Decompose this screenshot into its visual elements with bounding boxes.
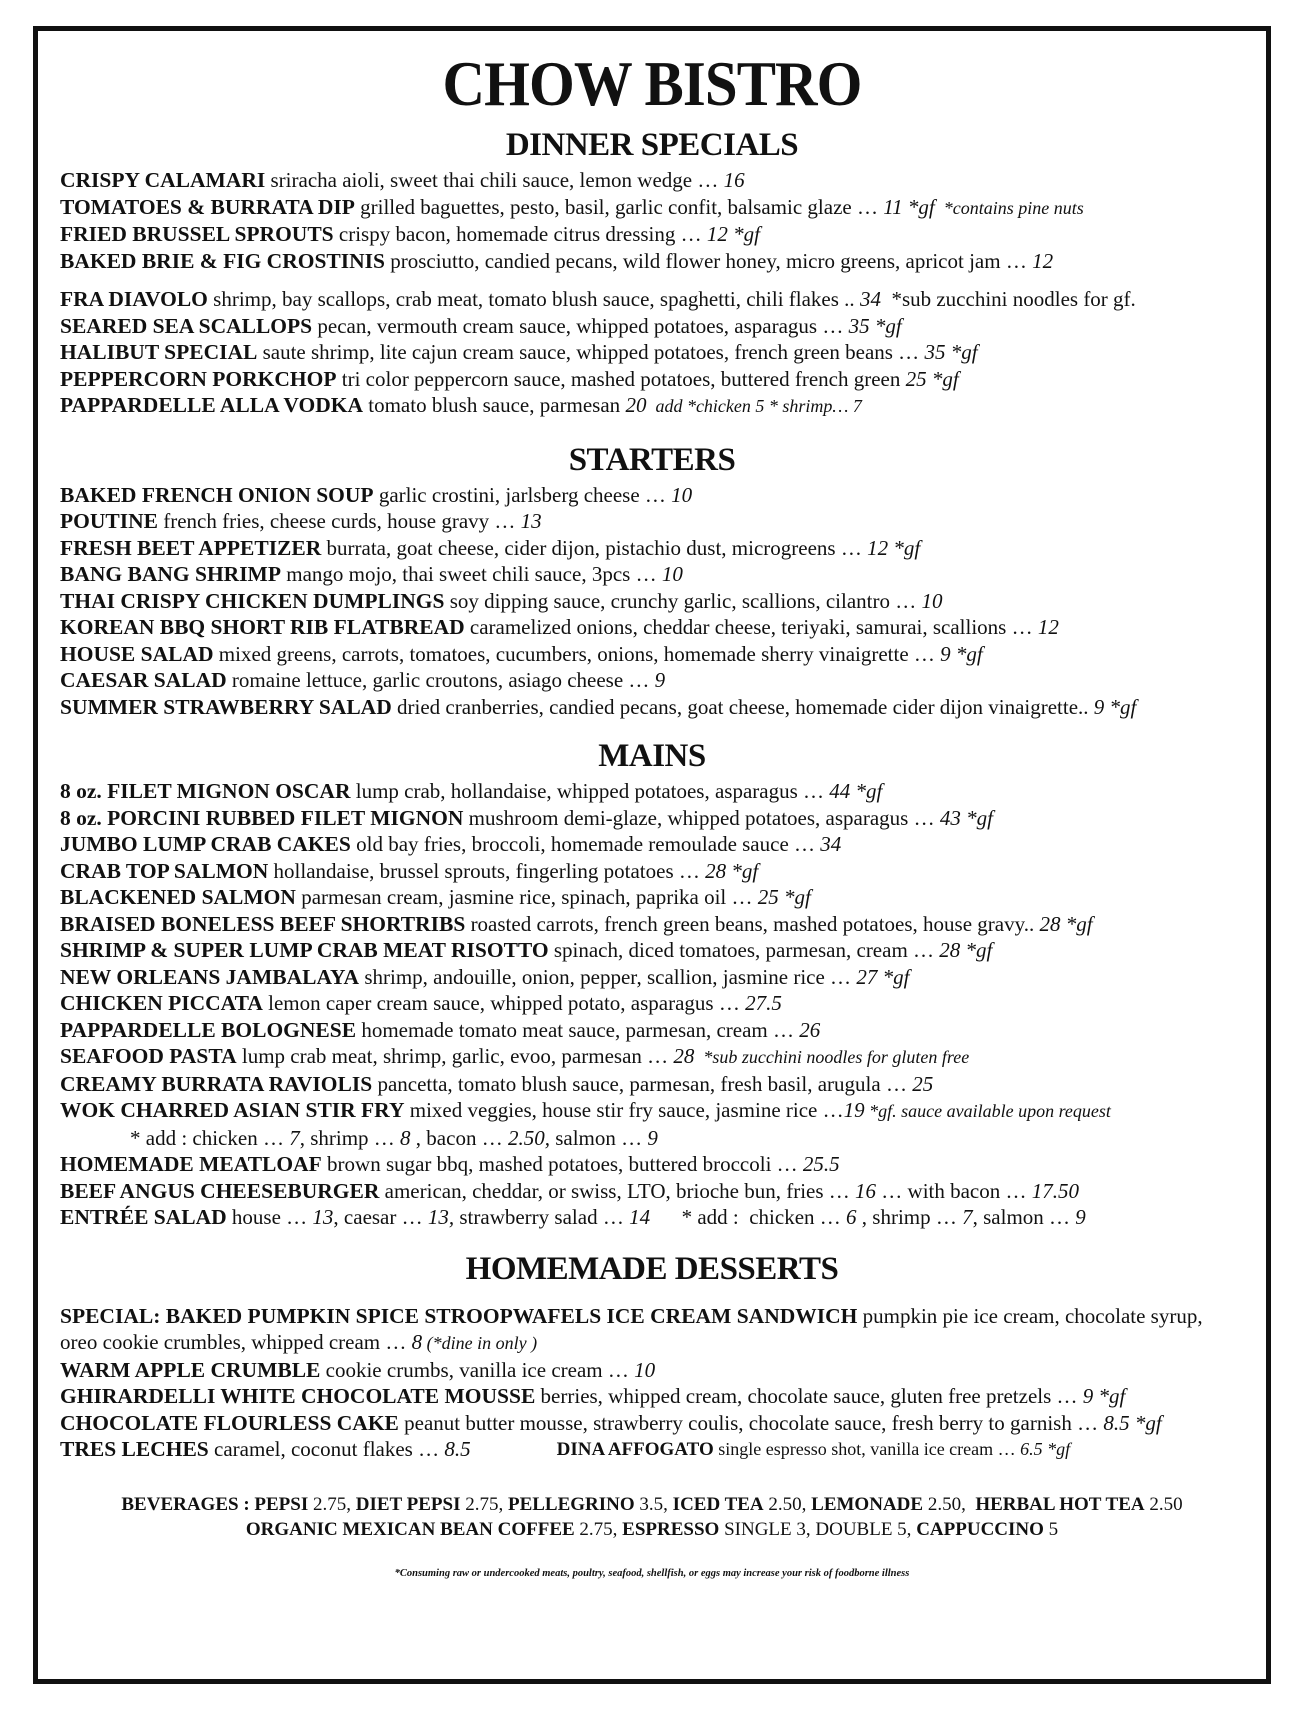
menu-item (60, 805, 1244, 832)
item-price: 12 *gf (706, 222, 760, 246)
menu-item (60, 614, 1244, 641)
item-name: THAI CRISPY CHICKEN DUMPLINGS (60, 588, 445, 613)
beverages-line-2 (60, 1517, 1244, 1542)
menu-item (60, 990, 1244, 1017)
item-name: PAPPARDELLE ALLA VODKA (60, 393, 363, 417)
menu-item (60, 588, 1244, 615)
item-name: KOREAN BBQ SHORT RIB FLATBREAD (60, 615, 465, 639)
item-name: CREAMY BURRATA RAVIOLIS (60, 1071, 373, 1096)
desserts-list (60, 1357, 1244, 1437)
item-desc: french fries, cheese curds, house gravy … (157, 509, 521, 533)
beverage-name: CAPPUCCINO (916, 1518, 1044, 1540)
beverage-name: LEMONADE (811, 1493, 924, 1515)
item-name: HALIBUT SPECIAL (60, 340, 258, 364)
beverage-price: 2.75, (308, 1493, 356, 1515)
item-price: 8.5 *gf (1103, 1410, 1162, 1435)
item-name: CAESAR SALAD (60, 668, 227, 692)
item-name: FRESH BEET APPETIZER (60, 535, 322, 560)
mains-list (60, 778, 1244, 1125)
item-price: 20 (625, 393, 647, 417)
item-price: 12 (1032, 248, 1054, 273)
item-desc: garlic crostini, jarlsberg cheese … (373, 482, 672, 507)
item-name: WOK CHARRED ASIAN STIR FRY (60, 1098, 405, 1122)
menu-item (60, 1017, 1244, 1044)
item-price: 10 (634, 1357, 656, 1382)
menu-item (60, 937, 1244, 964)
item-name: CHICKEN PICCATA (60, 991, 263, 1015)
dessert-special: SPECIAL: BAKED PUMPKIN SPICE STROOPWAFELS ICE CREAM SANDWICH pumpkin pie ice cream, chocolate syrup, oreo cookie crumbles, whipped cream … 8 (*dine in only ) (60, 1303, 1203, 1354)
item-desc: shrimp, bay scallops, crab meat, tomato blush sauce, spaghetti, chili flakes .. (207, 287, 860, 311)
menu-item (60, 858, 1244, 885)
item-name: BAKED BRIE & FIG CROSTINIS (60, 248, 385, 273)
menu-item (60, 1097, 1244, 1125)
item-desc: sriracha aioli, sweet thai chili sauce, lemon wedge … (265, 168, 724, 192)
item-desc: spinach, diced tomatoes, parmesan, cream … (548, 938, 940, 962)
affogato: DINA AFFOGATO single espresso shot, vanilla ice cream … 6.5 *gf (556, 1439, 1071, 1460)
restaurant-title: CHOW BISTRO (442, 48, 862, 119)
item-desc: tomato blush sauce, parmesan (363, 393, 626, 417)
item-desc: parmesan cream, jasmine rice, spinach, paprika oil … (295, 885, 758, 909)
beverage-price: 2.50, (923, 1493, 976, 1515)
menu-item: BEEF ANGUS CHEESEBURGER american, cheddar, or swiss, LTO, brioche bun, fries … 16 … with bacon … 17.50 (60, 1178, 1080, 1203)
item-price: 12 (1037, 615, 1059, 639)
menu-item (60, 964, 1244, 991)
item-name: TOMATOES & BURRATA DIP (60, 194, 355, 219)
menu-item (60, 313, 1244, 340)
item-desc: grilled baguettes, pesto, basil, garlic confit, balsamic glaze … (354, 194, 884, 219)
item-price: 27 *gf (856, 964, 910, 989)
menu-item (60, 667, 1244, 694)
beverage-price: 2.50, (763, 1493, 812, 1515)
item-desc: romaine lettuce, garlic croutons, asiago cheese … (226, 668, 655, 692)
item-name: SHRIMP & SUPER LUMP CRAB MEAT RISOTTO (60, 938, 549, 962)
item-price: 25 *gf (757, 885, 811, 909)
item-name: GHIRARDELLI WHITE CHOCOLATE MOUSSE (60, 1384, 536, 1408)
item-price: 19 (843, 1098, 865, 1122)
entree-salad: ENTRÉE SALAD house … 13, caesar … 13, strawberry salad … 14 * add : chicken … 6 , shrimp … 7, salmon … 9 (60, 1205, 1086, 1229)
item-desc: pecan, vermouth cream sauce, whipped potatoes, asparagus … (312, 313, 849, 338)
item-name: CRISPY CALAMARI (60, 168, 266, 192)
item-tail: *sub zucchini noodles for gf. (880, 287, 1136, 311)
item-price: 35 *gf (924, 340, 978, 364)
item-name: 8 oz. FILET MIGNON OSCAR (60, 779, 351, 803)
item-price: 28 *gf (1039, 911, 1093, 936)
item-price: 16 (723, 168, 745, 192)
beverage-price: 5 (1043, 1518, 1059, 1540)
item-price: 10 (661, 562, 683, 586)
section-desserts: HOMEMADE DESSERTS (465, 1250, 839, 1287)
item-name: HOUSE SALAD (60, 641, 214, 666)
item-desc: berries, whipped cream, chocolate sauce, gluten free pretzels … (535, 1384, 1083, 1408)
stir-fry-addons: * add : chicken … 7, shrimp … 8 , bacon … 2.50, salmon … 9 (130, 1125, 658, 1150)
menu-item (60, 286, 1244, 313)
menu-item (60, 778, 1244, 805)
item-price: 35 *gf (848, 313, 902, 338)
item-price: 27.5 (745, 991, 782, 1015)
menu-item (60, 694, 1244, 721)
menu-item (60, 1071, 1244, 1098)
item-desc: tri color peppercorn sauce, mashed potatoes, buttered french green (336, 366, 906, 391)
item-price: 28 (673, 1044, 695, 1068)
menu-item (60, 884, 1244, 911)
menu-item (60, 194, 1244, 222)
item-note: *sub zucchini noodles for gluten free (694, 1047, 970, 1067)
menu-item (60, 1383, 1244, 1410)
menu-item (60, 167, 1244, 194)
item-desc: mixed veggies, house stir fry sauce, jasmine rice … (404, 1098, 844, 1122)
item-name: FRIED BRUSSEL SPROUTS (60, 222, 334, 246)
item-note: *contains pine nuts (934, 197, 1084, 218)
item-name: BAKED FRENCH ONION SOUP (60, 482, 374, 507)
item-desc: cookie crumbs, vanilla ice cream … (320, 1357, 635, 1382)
beverage-price: 2.75, (460, 1493, 508, 1515)
item-desc: caramelized onions, cheddar cheese, teriyaki, samurai, scallions … (464, 615, 1038, 639)
item-price: 12 *gf (867, 535, 921, 560)
item-name: BRAISED BONELESS BEEF SHORTRIBS (60, 911, 466, 936)
item-note: *gf. sauce available upon request (864, 1101, 1111, 1121)
item-price: 9 *gf (1082, 1384, 1126, 1408)
item-name: BLACKENED SALMON (60, 885, 296, 909)
section-mains: MAINS (598, 738, 706, 774)
menu-frame (33, 26, 1271, 1684)
item-name: SEAFOOD PASTA (60, 1044, 237, 1068)
disclaimer: *Consuming raw or undercooked meats, poultry, seafood, shellfish, or eggs may increase your risk of foodborne illness (394, 1567, 910, 1579)
item-name: PEPPERCORN PORKCHOP (60, 366, 337, 391)
menu-item (60, 831, 1244, 858)
item-desc: pancetta, tomato blush sauce, parmesan, fresh basil, arugula … (372, 1071, 913, 1096)
menu-item (60, 1043, 1244, 1071)
item-desc: soy dipping sauce, crunchy garlic, scallions, cilantro … (444, 588, 922, 613)
beverage-name: PELLEGRINO (507, 1493, 635, 1515)
beverage-name: ORGANIC MEXICAN BEAN COFFEE (245, 1518, 575, 1540)
tres-leches: TRES LECHES caramel, coconut flakes … 8.5 (60, 1437, 471, 1461)
item-desc: old bay fries, broccoli, homemade remoulade sauce … (350, 832, 821, 856)
item-price: 9 *gf (940, 641, 983, 666)
item-name: SEARED SEA SCALLOPS (60, 313, 313, 338)
dessert-row (60, 1436, 1244, 1464)
item-name: 8 oz. PORCINI RUBBED FILET MIGNON (60, 805, 464, 830)
menu-item (60, 1410, 1244, 1437)
item-desc: mushroom demi-glaze, whipped potatoes, asparagus … (463, 805, 940, 830)
menu-item (60, 535, 1244, 562)
item-name: FRA DIAVOLO (60, 287, 208, 311)
item-price: 34 (820, 832, 842, 856)
item-name: POUTINE (60, 509, 158, 533)
item-desc: homemade tomato meat sauce, parmesan, cream … (356, 1017, 800, 1042)
section-starters: STARTERS (568, 441, 736, 478)
menu-item (60, 248, 1244, 275)
beverage-name: HERBAL HOT TEA (975, 1493, 1145, 1515)
menu-item (60, 482, 1244, 509)
item-desc: mixed greens, carrots, tomatoes, cucumbers, onions, homemade sherry vinaigrette … (213, 641, 941, 666)
item-name: JUMBO LUMP CRAB CAKES (60, 832, 351, 856)
item-price: 44 *gf (829, 779, 883, 803)
item-desc: peanut butter mousse, strawberry coulis, chocolate sauce, fresh berry to garnish … (398, 1410, 1104, 1435)
beverages-line-1 (60, 1492, 1244, 1517)
specials-list-b (60, 286, 1244, 420)
beverage-name: BEVERAGES : PEPSI (121, 1493, 309, 1515)
menu-item (60, 561, 1244, 588)
beverage-name: ESPRESSO (622, 1518, 720, 1540)
item-desc: lemon caper cream sauce, whipped potato, asparagus … (262, 991, 746, 1015)
menu-item: HOMEMADE MEATLOAF brown sugar bbq, mashed potatoes, buttered broccoli … 25.5 (60, 1152, 840, 1176)
item-name: SUMMER STRAWBERRY SALAD (60, 694, 392, 719)
item-desc: saute shrimp, lite cajun cream sauce, whipped potatoes, french green beans … (257, 340, 925, 364)
item-price: 43 *gf (939, 805, 993, 830)
beverage-price: SINGLE 3, DOUBLE 5, (719, 1518, 917, 1540)
item-name: PAPPARDELLE BOLOGNESE (60, 1017, 357, 1042)
item-desc: roasted carrots, french green beans, mashed potatoes, house gravy.. (465, 911, 1040, 936)
item-desc: shrimp, andouille, onion, pepper, scallion, jasmine rice … (359, 964, 857, 989)
menu-content (60, 45, 1244, 1579)
item-desc: lump crab, hollandaise, whipped potatoes, asparagus … (350, 779, 830, 803)
beverage-price: 3.5, (634, 1493, 673, 1515)
menu-item (60, 641, 1244, 668)
beverage-name: ICED TEA (672, 1493, 764, 1515)
item-price: 28 *gf (705, 858, 759, 883)
starters-list (60, 482, 1244, 721)
item-desc: mango mojo, thai sweet chili sauce, 3pcs … (280, 562, 662, 586)
item-price: 9 *gf (1093, 694, 1137, 719)
item-name: CHOCOLATE FLOURLESS CAKE (60, 1410, 399, 1435)
beverage-price: 2.50 (1144, 1493, 1183, 1515)
item-name: CRAB TOP SALMON (60, 858, 269, 883)
beverage-name: DIET PEPSI (355, 1493, 461, 1515)
item-note: add *chicken 5 * shrimp… 7 (646, 396, 862, 416)
item-price: 34 (859, 287, 881, 311)
menu-item (60, 1357, 1244, 1384)
item-price: 25 (912, 1071, 934, 1096)
item-price: 26 (799, 1017, 821, 1042)
item-name: NEW ORLEANS JAMBALAYA (60, 964, 360, 989)
item-desc: prosciutto, candied pecans, wild flower honey, micro greens, apricot jam … (384, 248, 1033, 273)
item-name: BANG BANG SHRIMP (60, 562, 281, 586)
item-price: 25 *gf (905, 366, 959, 391)
item-price: 10 (921, 588, 943, 613)
item-price: 28 *gf (939, 938, 993, 962)
item-desc: hollandaise, brussel sprouts, fingerling potatoes … (268, 858, 706, 883)
item-desc: burrata, goat cheese, cider dijon, pistachio dust, microgreens … (321, 535, 868, 560)
menu-item (60, 366, 1244, 393)
menu-item (60, 911, 1244, 938)
section-dinner-specials: DINNER SPECIALS (505, 127, 799, 163)
beverage-price: 2.75, (574, 1518, 623, 1540)
item-name: WARM APPLE CRUMBLE (60, 1357, 321, 1382)
item-price: 13 (520, 509, 542, 533)
item-desc: dried cranberries, candied pecans, goat cheese, homemade cider dijon vinaigrette.. (391, 694, 1094, 719)
menu-item (60, 392, 1244, 420)
item-price: 11 *gf (883, 194, 935, 219)
item-desc: crispy bacon, homemade citrus dressing … (333, 222, 707, 246)
menu-item (60, 508, 1244, 535)
menu-item (60, 339, 1244, 366)
item-price: 10 (671, 482, 693, 507)
menu-item (60, 221, 1244, 248)
specials-list-a (60, 167, 1244, 274)
item-desc: lump crab meat, shrimp, garlic, evoo, parmesan … (236, 1044, 674, 1068)
item-price: 9 (654, 668, 666, 692)
